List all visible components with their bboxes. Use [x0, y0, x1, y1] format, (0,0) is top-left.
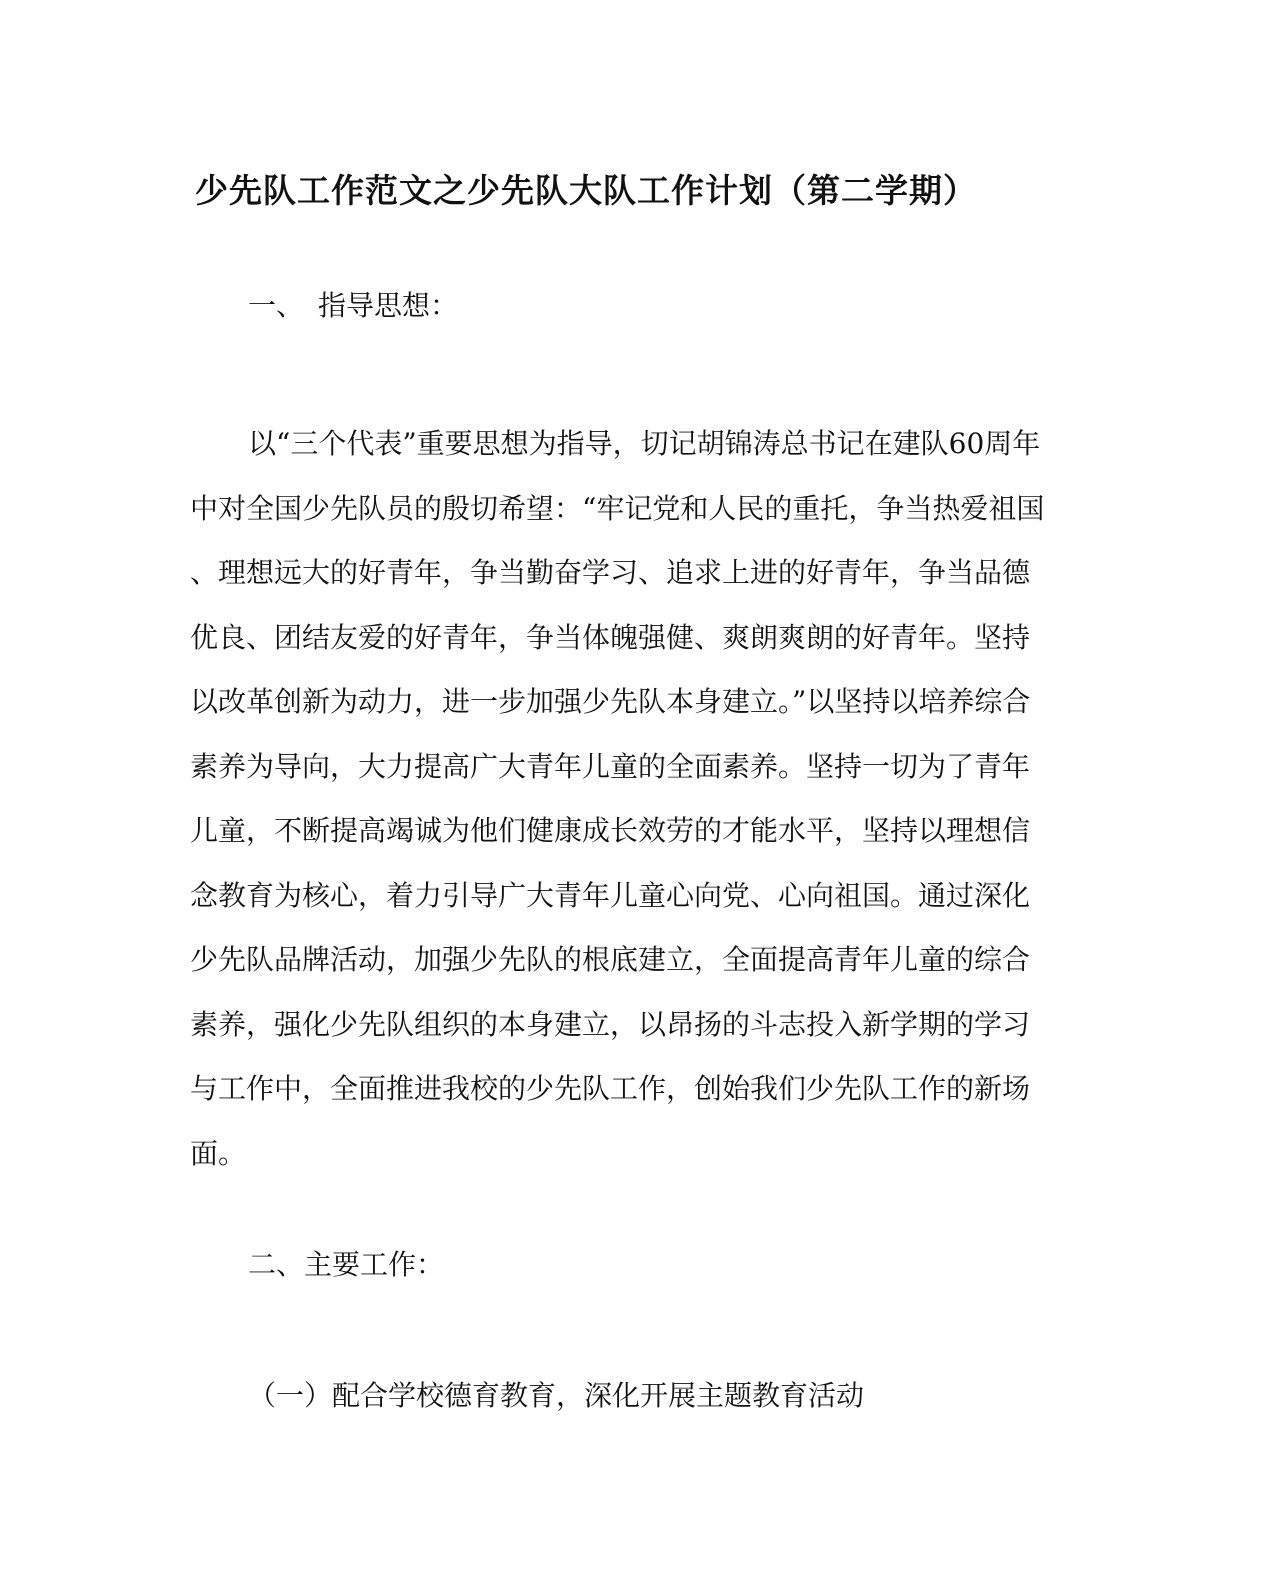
paragraph-line: 与工作中，全面推进我校的少先队工作，创始我们少先队工作的新场	[190, 1072, 1031, 1105]
section-label: 指导思想：	[318, 289, 459, 322]
paragraph-line: 面。	[190, 1136, 247, 1170]
section-heading-guiding-thought	[248, 286, 458, 326]
paragraph-line: 念教育为核心，着力引导广大青年儿童心向党、心向祖国。通过深化	[190, 878, 1031, 912]
paragraph-line: 优良、团结友爱的好青年，争当体魄强健、爽朗爽朗的好青年。坚持	[190, 620, 1031, 654]
paragraph-line: 以“三个代表”重要思想为指导，切记胡锦涛总书记在建队60周年	[248, 427, 1041, 460]
paragraph-line: 中对全国少先队员的殷切希望：“牢记党和人民的重托，争当热爱祖国	[190, 491, 1045, 525]
paragraph-line: 素养为导向，大力提高广大青年儿童的全面素养。坚持一切为了青年	[190, 749, 1031, 783]
subsection-heading: （一）配合学校德育教育，深化开展主题教育活动	[248, 1379, 865, 1412]
section-heading-main-work: 二、主要工作：	[248, 1248, 445, 1281]
document-title: 少先队工作范文之少先队大队工作计划（第二学期）	[195, 171, 977, 210]
paragraph-line: 素养，强化少先队组织的本身建立，以昂扬的斗志投入新学期的学习	[190, 1007, 1031, 1041]
paragraph-line: 儿童，不断提高竭诚为他们健康成长效劳的才能水平，坚持以理想信	[190, 814, 1031, 847]
paragraph-line: 少先队品牌活动，加强少先队的根底建立，全面提高青年儿童的综合	[190, 943, 1031, 976]
section-number: 一、	[248, 289, 305, 322]
paragraph-line: 、理想远大的好青年，争当勤奋学习、追求上进的好青年，争当品德	[190, 556, 1031, 589]
guiding-thought-paragraph	[190, 412, 1070, 1186]
paragraph-line: 以改革创新为动力，进一步加强少先队本身建立。”以坚持以培养综合	[190, 685, 1031, 718]
